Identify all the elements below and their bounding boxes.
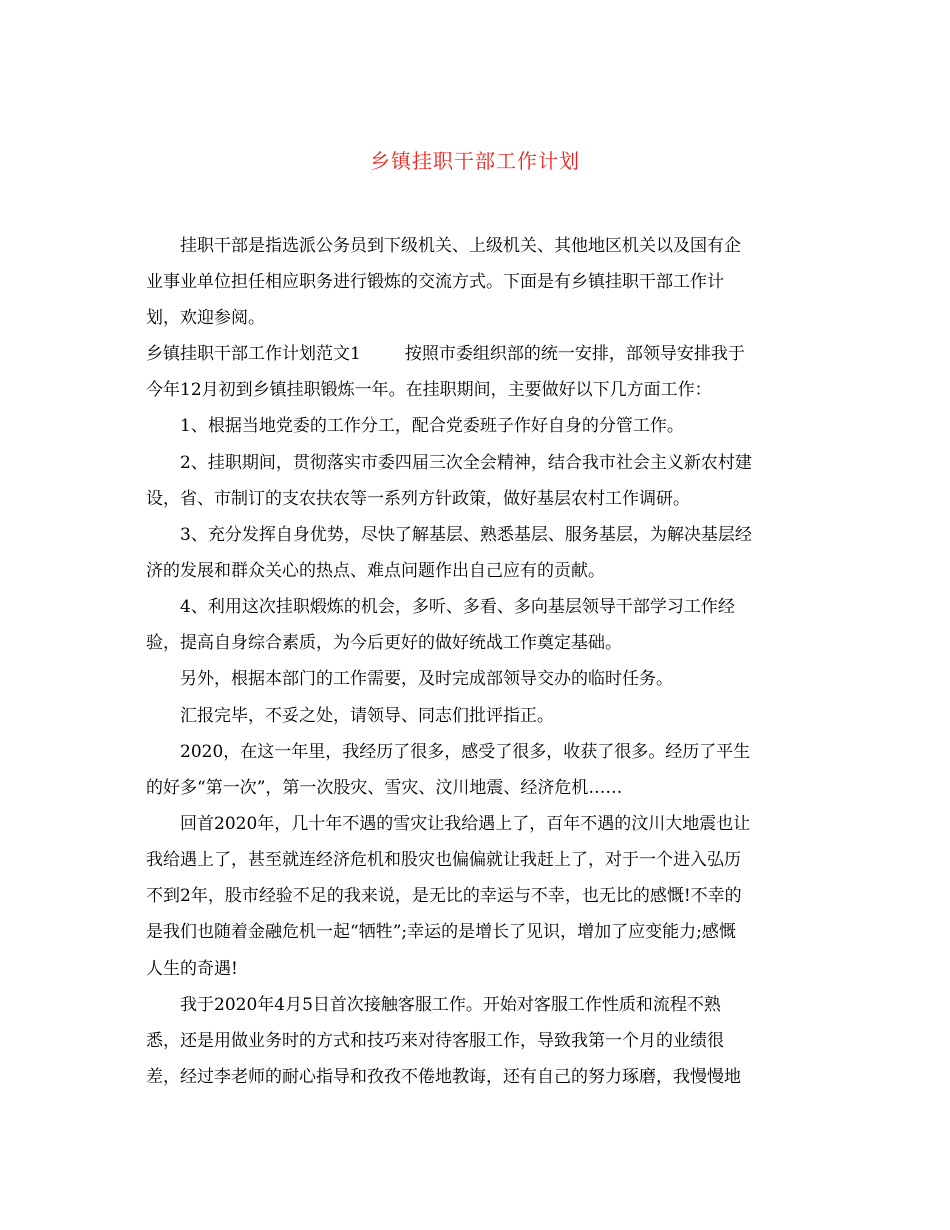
text-line: 2、挂职期间，贯彻落实市委四届三次全会精神，结合我市社会主义新农村建 [180, 453, 752, 473]
text-line: 今年12月初到乡镇挂职锻炼一年。在挂职期间，主要做好以下几方面工作： [146, 380, 712, 400]
text-line: 4、利用这次挂职煅炼的机会，多听、多看、多向基层领导干部学习工作经 [180, 597, 735, 617]
text-line: 2020，在这一年里，我经历了很多，感受了很多，收获了很多。经历了平生 [180, 742, 751, 762]
text-line: 济的发展和群众关心的热点、难点问题作出自己应有的贡献。 [146, 561, 605, 581]
section-heading: 乡镇挂职干部工作计划范文1 [146, 344, 361, 364]
text-line: 业事业单位担任相应职务进行锻炼的交流方式。下面是有乡镇挂职干部工作计 [146, 272, 724, 292]
text-line: 差，经过李老师的耐心指导和孜孜不倦地教诲，还有自己的努力琢磨，我慢慢地 [146, 1067, 741, 1087]
text-line: 悉，还是用做业务时的方式和技巧来对待客服工作，导致我第一个月的业绩很 [146, 1031, 724, 1051]
text-line: 划，欢迎参阅。 [146, 308, 265, 328]
text-line: 人生的奇遇! [146, 959, 238, 979]
text-line: 回首2020年，几十年不遇的雪灾让我给遇上了，百年不遇的汶川大地震也让 [180, 814, 751, 834]
text-line: 我于2020年4月5日首次接触客服工作。开始对客服工作性质和流程不熟 [180, 995, 721, 1015]
text-line: 1、根据当地党委的工作分工，配合党委班子作好自身的分管工作。 [180, 416, 684, 436]
text-line: 我给遇上了，甚至就连经济危机和股灾也偏偏就让我赶上了，对于一个进入弘历 [146, 850, 741, 870]
text-line: 是我们也随着金融危机一起“牺牲”;幸运的是增长了见识，增加了应变能力;感慨 [146, 922, 736, 942]
text-line: 汇报完毕，不妥之处，请领导、同志们批评指正。 [180, 706, 554, 726]
text-line: 验，提高自身综合素质，为今后更好的做好统战工作奠定基础。 [146, 633, 622, 653]
text-line: 的好多“第一次”，第一次股灾、雪灾、汶川地震、经济危机…… [146, 778, 623, 798]
text-line-continuation: 按照市委组织部的统一安排，部领导安排我于 [404, 344, 745, 364]
document-title: 乡镇挂职干部工作计划 [370, 149, 580, 173]
text-line: 3、充分发挥自身优势，尽快了解基层、熟悉基层、服务基层，为解决基层经 [180, 525, 752, 545]
text-line: 另外，根据本部门的工作需要，及时完成部领导交办的临时任务。 [180, 669, 673, 689]
text-line: 不到2年，股市经验不足的我来说，是无比的幸运与不幸，也无比的感慨!不幸的 [146, 886, 742, 906]
text-line [146, 342, 745, 366]
text-line: 挂职干部是指选派公务员到下级机关、上级机关、其他地区机关以及国有企 [180, 236, 741, 256]
text-line: 设，省、市制订的支农扶农等一系列方针政策，做好基层农村工作调研。 [146, 489, 690, 509]
